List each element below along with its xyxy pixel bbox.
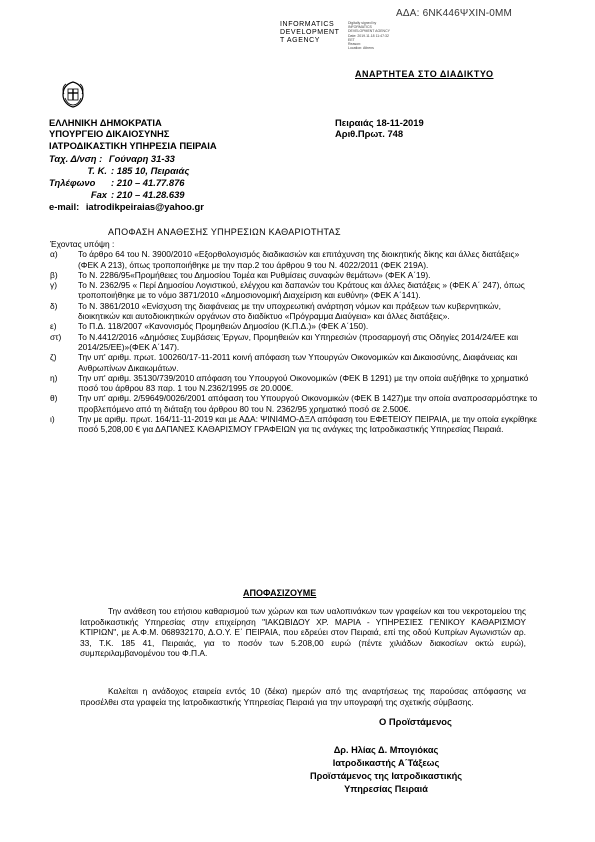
document-title: ΑΠΟΦΑΣΗ ΑΝΑΘΕΣΗΣ ΥΠΗΡΕΣΙΩΝ ΚΑΘΑΡΙΟΤΗΤΑΣ	[108, 227, 341, 237]
header-country: ΕΛΛΗΝΙΚΗ ΔΗΜΟΚΡΑΤΙΑ	[49, 117, 162, 128]
signatory-position: Προϊστάμενος της Ιατροδικαστικής	[310, 771, 462, 781]
fax-line: Fax : 210 – 41.28.639	[90, 189, 185, 200]
list-item: ι) Την με αριθμ. πρωτ. 164/11-11-2019 και με ΑΔΑ: ΨΙΝΙ4ΜΟ-ΔΞΛ απόφαση του ΕΦΕΤΕΙΟΥ ΠΕΙΡΑΙΑ, με την οποία εγκρίθηκε ποσό 5,208,00 € για ΔΑΠΑΝΕΣ ΚΑΘΑΡΙΣΜΟΥ ΓΡΑΦΕΙΩΝ για τις ανάγκες της Ιατροδικαστικής Υπηρεσίας Πειραιά.	[50, 414, 538, 435]
header-ministry: ΥΠΟΥΡΓΕΙΟ ΔΙΚΑΙΟΣΥΝΗΣ	[49, 128, 170, 139]
protocol-number: Αριθ.Πρωτ. 748	[335, 128, 404, 139]
signatory-service: Υπηρεσίας Πειραιά	[344, 784, 428, 794]
greek-emblem-icon	[60, 80, 86, 108]
list-item: ζ) Την υπ' αριθμ. πρωτ. 100260/17-11-2011 κοινή απόφαση των Υπουργών Οικονομικών και Δικαιοσύνης, Διαφάνειας και Ανθρωπίνων Δικαιωμάτων.	[50, 352, 518, 373]
considerations-list	[50, 239, 540, 435]
signatory-name: Δρ. Ηλίας Δ. Μπογιόκας	[333, 745, 439, 755]
phone-line: Τηλέφωνο : 210 – 41.77.876	[49, 177, 185, 188]
email-link[interactable]: iatrodikpeiraias@yahoo.gr	[85, 201, 204, 212]
invitation-paragraph: Καλείται η ανάδοχος εταιρεία εντός 10 (δέκα) ημερών από της αναρτήσεως της παρούσας απόφασης να προσέλθει στα γραφεία της Ιατροδικαστικής Υπηρεσίας Πειραιά για την υπογραφή της σχετικής σύμβασης.	[80, 686, 526, 707]
list-item: στ) Το Ν.4412/2016 «Δημόσιες Συμβάσεις Έργων, Προμηθειών και Υπηρεσιών (προσαρμογή στις Οδηγίες 2014/24/ΕΕ και 2014/25/ΕΕ)»(ΦΕΚ Α΄147).	[50, 331, 519, 352]
decision-heading: ΑΠΟΦΑΣΙΖΟΥΜΕ	[243, 588, 317, 598]
list-item: γ) Το Ν. 2362/95 « Περί Δημοσίου Λογιστικού, ελέγχου και δαπανών του Κράτους και άλλες διατάξεις » (ΦΕΚ Α΄ 247), όπως τροποποιήθηκε με το νόμο 3871/2010 «Δημοσιονομική Διαχείριση και ευθύνη» (ΦΕΚ Α΄141).	[50, 280, 525, 301]
list-item: η) Την υπ' αριθμ. 35130/739/2010 απόφαση του Υπουργού Οικονομικών (ΦΕΚ Β 1291) με την οποία αυξήθηκε το χρηματικό ποσό του άρθρου 83 παρ. 1 του Ν.2362/1995 σε 20.000€.	[50, 372, 529, 394]
decision-paragraph: Την ανάθεση του ετήσιου καθαρισμού των χώρων και των υαλοπινάκων των γραφείων και του νεκροτομείου της Ιατροδικαστικής Υπηρεσίας στην επιχείρηση "ΙΑΚΩΒΙΔΟΥ ΧΡ. ΜΑΡΙΑ - ΥΠΗΡΕΣΙΕΣ ΓΕΝΙΚΟΥ ΚΑΘΑΡΙΣΜΟΥ ΚΤΙΡΙΩΝ", με Α.Φ.Μ. 068932170, Δ.Ο.Υ. Ε΄ ΠΕΙΡΑΙΑ, που εδρεύει στον Πειραιά, επί της οδού Κυπρίων Αγωνιστών αρ. 33, Τ.Κ. 185 41, Πειραιάς, για το ποσόν των 5.208,00 ευρώ (πέντε χιλιάδων διακοσίων οκτώ ευρώ), συμπεριλαμβανομένου του Φ.Π.Α.	[80, 606, 526, 659]
ada-code: ΑΔΑ: 6ΝΚ446ΨΧΙΝ-0ΜΜ	[396, 8, 513, 19]
list-item: α) Το άρθρο 64 του Ν. 3900/2010 «Εξορθολογισμός διαδικασιών και επιτάχυνση της διοικητικής δίκης και άλλες διατάξεις» (ΦΕΚ Α 213), όπως τροποποιήθηκε με την παρ.2 του άρθρου 9 του Ν. 4022/2011 (ΦΕΚ 219Α).	[50, 249, 520, 270]
digital-signature-stamp: Digitally signed by INFORMATICS DEVELOPMENT AGENCY Date: 2019.11.18 11:47:32 EET Reason: Location: Athens	[348, 21, 390, 51]
header-service: ΙΑΤΡΟΔΙΚΑΣΤΙΚΗ ΥΠΗΡΕΣΙΑ ΠΕΙΡΑΙΑ	[49, 140, 217, 151]
list-item: θ) Την υπ' αριθμ. 2/59649/0026/2001 απόφαση του Υπουργού Οικονομικών (ΦΕΚ Β 1427)με την οποία αναπροσαρμόστηκε το προβλεπόμενο από τη διάταξη του άρθρου 80 του Ν. 2362/95 χρηματικό ποσό σε 2.500€.	[50, 393, 538, 414]
signature-role: Ο Προϊστάμενος	[379, 716, 452, 727]
publish-notice: ΑΝΑΡΤΗΤΕΑ ΣΤΟ ΔΙΑΔΙΚΤΥΟ	[355, 69, 494, 79]
postcode-line: Τ. Κ. : 185 10, Πειραιάς	[87, 165, 190, 176]
address-line: Ταχ. Δ/νση : Γούναρη 31-33	[49, 153, 175, 164]
signatory-title: Ιατροδικαστής Α΄Τάξεως	[332, 758, 440, 768]
list-item: β) Το Ν. 2286/95«Προμήθειες του Δημοσίου Τομέα και Ρυθμίσεις συναφών θεμάτων» (ΦΕΚ Α΄19).	[50, 269, 431, 280]
list-item: δ) Το Ν. 3861/2010 «Ενίσχυση της διαφάνειας με την υποχρεωτική ανάρτηση νόμων και πράξεων των κυβερνητικών, διοικητικών και αυτοδιοικητικών οργάνων στο διαδίκτυο «Πρόγραμμα Διαύγεια» και άλλες διατάξεις».	[50, 300, 501, 322]
intro-text: Έχοντας υπόψη :	[50, 239, 115, 249]
email-line: e-mail: iatrodikpeiraias@yahoo.gr	[49, 201, 204, 212]
list-item: ε) Το Π.Δ. 118/2007 «Κανονισμός Προμηθειών Δημοσίου (Κ.Π.Δ.)» (ΦΕΚ Α΄150).	[50, 321, 369, 332]
document-date: Πειραιάς 18-11-2019	[335, 117, 424, 128]
agency-logo-text: INFORMATICS DEVELOPMENT T AGENCY	[280, 21, 340, 44]
